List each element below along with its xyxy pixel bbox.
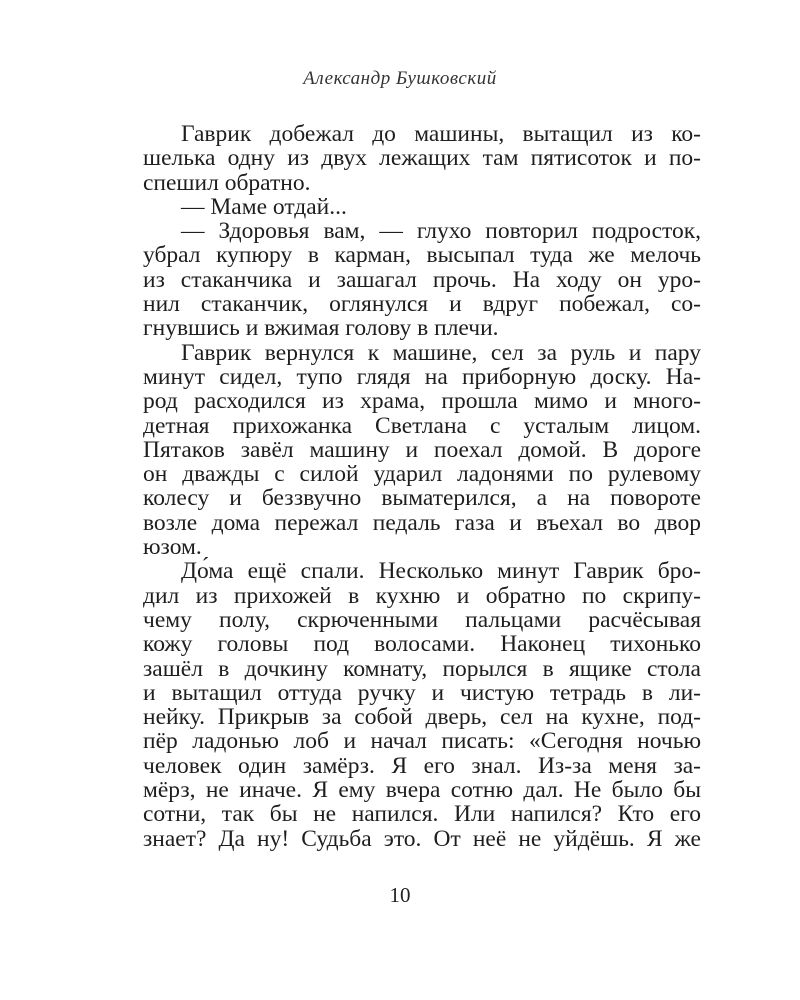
- text-line: гнувшись и вжимая голову в плечи.: [143, 315, 499, 342]
- text-line: До́ма ещё спали. Несколько минут Гаврик бро-: [181, 558, 701, 585]
- text-line: мёрз, не иначе. Я ему вчера сотню дал. Не было бы: [143, 777, 701, 804]
- text-line: убрал купюру в карман, высыпал туда же мелочь: [143, 242, 701, 269]
- text-line: детная прихожанка Светлана с усталым лицом.: [143, 412, 701, 439]
- text-line: пёр ладонью лоб и начал писать: «Сегодня ночью: [143, 728, 701, 755]
- text-line: род расходился из храма, прошла мимо и много-: [143, 388, 701, 415]
- text-line: Гаврик вернулся к машине, сел за руль и пару: [181, 339, 701, 366]
- text-line: шелька одну из двух лежащих там пятисоток и по-: [143, 145, 701, 172]
- text-line: Гаврик добежал до машины, вытащил из ко-: [181, 121, 701, 147]
- text-line: возле дома пережал педаль газа и въехал во двор: [143, 509, 701, 536]
- text-line: он дважды с силой ударил ладонями по рулевому: [143, 461, 701, 488]
- page-number: 10: [389, 883, 411, 907]
- text-line: нейку. Прикрыв за собой дверь, сел на кухне, под-: [143, 704, 701, 731]
- text-line: дил из прихожей в кухню и обратно по скрипу-: [143, 582, 701, 609]
- body-text: [143, 122, 701, 851]
- text-line: — Здоровья вам, — глухо повторил подросток,: [181, 218, 701, 245]
- text-line: колесу и беззвучно выматерился, а на повороте: [143, 485, 701, 512]
- text-line: человек один замёрз. Я его знал. Из-за меня за-: [143, 752, 701, 779]
- text-line: спешил обратно.: [143, 169, 311, 196]
- text-line: чему полу, скрюченными пальцами расчёсывая: [143, 606, 701, 633]
- text-line: Пятаков завёл машину и поехал домой. В дороге: [143, 436, 701, 463]
- text-line: кожу головы под волосами. Наконец тихонько: [143, 631, 701, 658]
- running-head-author: Александр Бушковский: [303, 68, 497, 89]
- text-line: из стаканчика и зашагал прочь. На ходу он уро-: [143, 266, 701, 293]
- text-line: юзом.: [143, 534, 202, 561]
- text-line: сотни, так бы не напился. Или напился? Кто его: [143, 801, 701, 828]
- text-line: нил стаканчик, оглянулся и вдруг побежал, со-: [143, 291, 701, 318]
- text-line: знает? Да ну! Судьба это. От неё не уйдёшь. Я же: [143, 825, 701, 852]
- text-line: — Маме отдай...: [181, 193, 347, 220]
- text-line: зашёл в дочкину комнату, порылся в ящике стола: [143, 655, 701, 682]
- text-line: минут сидел, тупо глядя на приборную доску. На-: [143, 363, 701, 390]
- text-line: и вытащил оттуда ручку и чистую тетрадь в ли-: [143, 679, 701, 706]
